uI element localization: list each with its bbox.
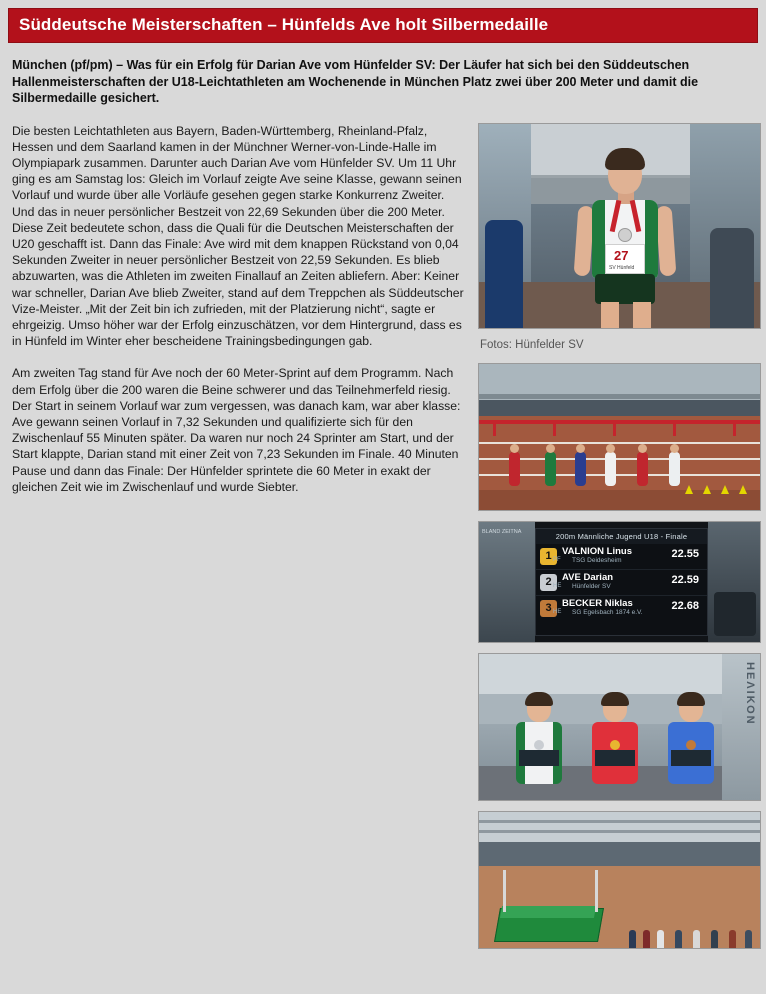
photo1-vest-stripe-right xyxy=(645,200,658,278)
photo2-runner xyxy=(669,452,680,486)
photo2-runner-head xyxy=(638,444,647,453)
photo5-stands xyxy=(479,842,760,868)
photo5-jump-post xyxy=(595,870,598,912)
photo4-medal-bronze xyxy=(686,740,696,750)
article-paragraph-1: Die besten Leichtathleten aus Bayern, Baden-Württemberg, Rheinland-Pfalz, Hessen und dem Saarland kamen in der Münchner Werner-von-Linde-Halle im Olympiapark zusammen. Darunter auch Darian Ave vom Hünfelder SV. Um 11 Uhr ging es am Samstag los: Gleich im Vorlauf zeigte Ave seine Klasse, gewann seinen Vorlauf und wurde über alle Vorläufe gesehen gegen starke Konkurrenz Zweiter. Und das in neuer persönlicher Bestzeit von 22,69 Sekunden über die 200 Meter. Diese Zeit bedeutete schon, dass die Quali für die Deutschen Meisterschaften der U20 geschafft ist. Dann das Finale: Ave wird mit dem knappen Rückstand von 0,04 Sekunden Zweiter in neuer persönlicher Bestzeit von 22,59 Sekunden. Es blieb abzuwarten, was die Athleten im zweiten Finallauf an Zeiten abliefern. Aber: Keiner war schneller, Darian Ave blieb Zweiter, stand auf dem Treppchen als Süddeutscher Vize-Meister. „Mit der Zeit bin ich zufrieden, mit der Platzierung nicht“, sagte er ehrgeizig. Umso höher war der Erfolg einzuschätzen, vor dem Hintergrund, dass es in Hünfeld im Winter eher bescheidene Trainingsbedingungen gab. xyxy=(12,123,464,349)
photo2-lane-line xyxy=(479,458,760,460)
photo2-roof-beam xyxy=(479,394,760,399)
photo2-lane-line xyxy=(479,474,760,476)
photo4-legs xyxy=(595,750,635,766)
page-title: Süddeutsche Meisterschaften – Hünfelds Ave holt Silbermedaille xyxy=(8,8,758,43)
photo2-marker-cone xyxy=(685,485,693,494)
photo5-jump-post xyxy=(503,870,506,912)
photo2-runner-head xyxy=(510,444,519,453)
scoreboard-row xyxy=(536,544,707,570)
photo4-background-upper xyxy=(479,654,760,694)
photo4-athlete-silver xyxy=(513,692,565,766)
photo2-runner-head xyxy=(670,444,679,453)
scoreboard-rank: 1 xyxy=(540,548,557,565)
photo4-medal-gold xyxy=(610,740,620,750)
photo1-bystander-left xyxy=(485,220,523,329)
scoreboard-club: TSG Deidesheim xyxy=(572,556,622,564)
scoreboard-rank: 2 xyxy=(540,574,557,591)
scoreboard-row xyxy=(536,570,707,596)
photo5-roof-beam xyxy=(479,830,760,833)
photo5-mat-top xyxy=(500,906,596,918)
photo3-chair xyxy=(714,592,756,636)
scoreboard-panel xyxy=(535,528,708,636)
article-lead: München (pf/pm) – Was für ein Erfolg für Darian Ave vom Hünfelder SV: Der Läufer hat sich bei den Süddeutschen Hallenmeisterschaften der U18-Leichtathleten am Wochenende in München Platz zwei über 200 Meter und damit die Silbermedaille gesichert. xyxy=(12,58,699,105)
photo-hall-overview xyxy=(478,811,761,949)
photo5-roof-beam xyxy=(479,820,760,823)
photo2-runner-head xyxy=(546,444,555,453)
photo3-background-left xyxy=(479,522,535,642)
photo2-marker-cone xyxy=(721,485,729,494)
photo4-legs xyxy=(671,750,711,766)
scoreboard-time: 22.68 xyxy=(671,599,699,612)
photo1-race-bib xyxy=(605,244,645,274)
photo5-spectator xyxy=(643,930,650,948)
media-column xyxy=(478,123,762,959)
photo2-runner-head xyxy=(606,444,615,453)
article-body-layout xyxy=(8,123,758,959)
text-column xyxy=(12,123,464,959)
scoreboard-club: Hünfelder SV xyxy=(572,582,611,590)
photo2-runner xyxy=(605,452,616,486)
photo1-bib-number: 27 xyxy=(614,247,629,263)
article-paragraph-2: Am zweiten Tag stand für Ave noch der 60 Meter-Sprint auf dem Programm. Nach dem Erfolg über die 200 waren die Beine schwerer und das Teilnehmerfeld riesig. Der Start in seinem Vorlauf war zum vergessen, was danach kam, war aber klasse: Ave gewann seinen Vorlauf in 7,32 Sekunden und qualifizierte sich für den Zwischenlauf 55 Minuten später. Da waren nur noch 24 Sprinter am Start, und der Start klappte, Darian stand mit einer Zeit von 7,23 Sekunden im Finale. 40 Minuten Pause und dann das Finale: Der Hünfelder sprintete die 60 Meter in exakt der gleichen Zeit wie im Zwischenlauf und wurde Siebter. xyxy=(12,366,461,494)
scoreboard-time: 22.55 xyxy=(671,547,699,560)
photo2-marker-cone xyxy=(703,485,711,494)
photo1-bystander-right xyxy=(710,228,754,329)
photo-medal-ceremony-trio xyxy=(478,653,761,801)
scoreboard-state: HE xyxy=(553,582,562,589)
photo4-hair xyxy=(601,692,629,706)
photo4-hair xyxy=(525,692,553,706)
photo2-rail-post xyxy=(493,420,496,436)
photo2-infield xyxy=(479,490,760,510)
photo-sprint-race xyxy=(478,363,761,511)
photo1-shorts xyxy=(595,274,655,304)
scoreboard-title: 200m Männliche Jugend U18 - Finale xyxy=(536,529,707,544)
photo1-leg-right xyxy=(633,302,651,329)
scoreboard-state: HE xyxy=(553,608,562,615)
photo4-legs xyxy=(519,750,559,766)
photo2-marker-cone xyxy=(739,485,747,494)
photo2-barrier-rail xyxy=(479,420,760,424)
photo1-silver-medal xyxy=(618,228,632,242)
scoreboard-row xyxy=(536,596,707,622)
photo2-runner xyxy=(575,452,586,486)
photo1-leg-left xyxy=(601,302,619,329)
photo5-ceiling xyxy=(479,812,760,842)
photo-credit-caption: Fotos: Hünfelder SV xyxy=(480,338,584,351)
scoreboard-athlete-name: AVE Darian xyxy=(562,571,614,583)
photo5-spectator xyxy=(629,930,636,948)
photo4-athlete-gold xyxy=(589,692,641,766)
scoreboard-side-label: BLAND ZEITNA xyxy=(482,528,522,535)
photo1-bib-club: SV Hünfeld xyxy=(609,264,635,271)
photo5-spectator xyxy=(711,930,718,948)
photo4-medal-silver xyxy=(534,740,544,750)
photo5-spectator xyxy=(657,930,664,948)
photo2-runner-head xyxy=(576,444,585,453)
photo1-arm-right xyxy=(656,205,677,276)
photo5-spectator xyxy=(729,930,736,948)
photo5-spectator xyxy=(745,930,752,948)
photo4-athlete-bronze xyxy=(665,692,717,766)
scoreboard-rank: 3 xyxy=(540,600,557,617)
photo2-rail-post xyxy=(673,420,676,436)
photo2-rail-post xyxy=(553,420,556,436)
photo1-vest-stripe-left xyxy=(592,200,605,278)
photo2-rail-post xyxy=(733,420,736,436)
photo5-spectator xyxy=(675,930,682,948)
scoreboard-club: SG Egelsbach 1874 e.V. xyxy=(572,608,643,616)
scoreboard-athlete-name: VALNION Linus xyxy=(562,545,633,557)
photo-scoreboard xyxy=(478,521,761,643)
photo4-wall-lettering: ΗΕΛΙΚΟΝ xyxy=(744,661,756,726)
scoreboard-state: PF xyxy=(553,556,561,563)
photo2-rail-post xyxy=(613,420,616,436)
photo5-spectator xyxy=(693,930,700,948)
photo-athlete-with-medal xyxy=(478,123,761,329)
scoreboard-athlete-name: BECKER Niklas xyxy=(562,597,633,609)
photo4-hair xyxy=(677,692,705,706)
scoreboard-time: 22.59 xyxy=(671,573,699,586)
photo2-runner xyxy=(509,452,520,486)
photo2-lane-line xyxy=(479,442,760,444)
photo2-runner xyxy=(545,452,556,486)
photo2-runner xyxy=(637,452,648,486)
